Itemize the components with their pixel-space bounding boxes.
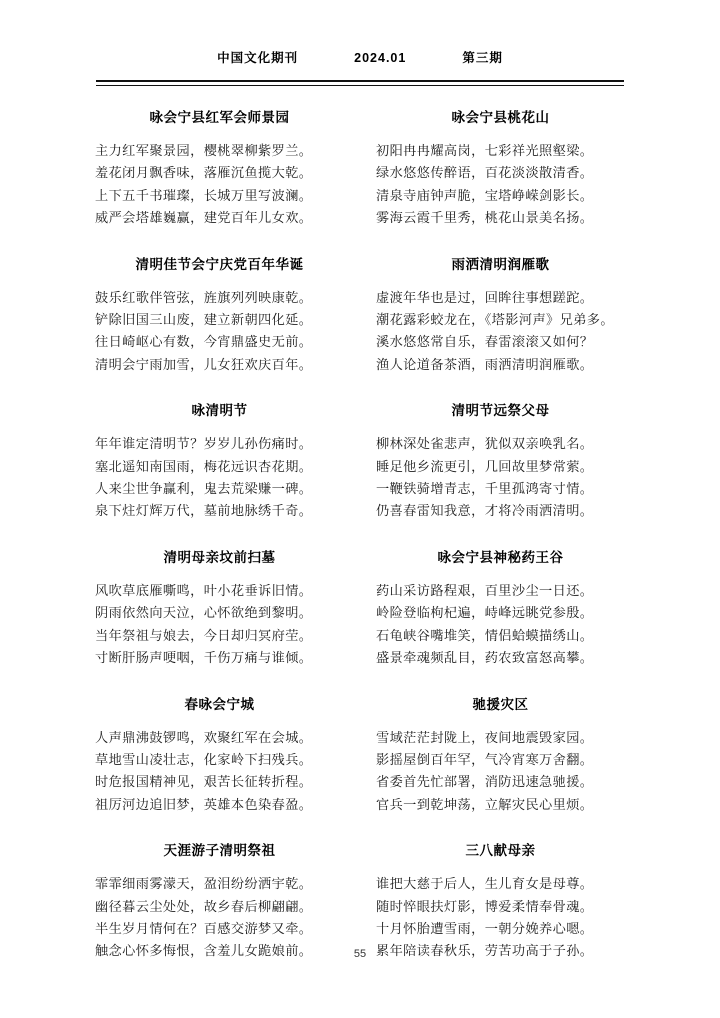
poem-line: 触念心怀多悔恨，含羞儿女跪娘前。	[95, 943, 313, 959]
poem-line: 雪域茫茫封陇上，夜间地震毁家园。	[376, 729, 594, 745]
poem-block-10	[376, 693, 625, 817]
poem-line: 往日崎岖心有数，今宵鼎盛史无前。	[95, 334, 313, 350]
poem-title: 雨洒清明润雁歌	[451, 256, 550, 272]
header-divider-rule	[96, 80, 624, 86]
poem-title: 驰援灾区	[472, 696, 529, 712]
poem-title: 咏清明节	[191, 403, 248, 419]
poem-line: 铲除旧国三山废，建立新朝四化延。	[95, 312, 313, 328]
poem-line: 清明会宁雨加雪，儿女狂欢庆百年。	[95, 356, 313, 372]
poem-line: 一鞭铁骑增青志，千里孤鸿寄寸情。	[376, 481, 594, 497]
poem-line: 当年祭祖与娘去，今日却归冥府茔。	[95, 627, 313, 643]
poem-title: 咏会宁县神秘药王谷	[437, 549, 564, 565]
poem-grid	[95, 106, 625, 963]
poem-block-5	[95, 399, 344, 523]
poem-line: 羞花闭月飘香味，落雁沉鱼揽大乾。	[95, 165, 313, 181]
poem-line: 祖厉河边追旧梦，英雄本色染春盈。	[95, 796, 313, 812]
poem-line: 岭险登临枸杞遍，峙峰远眺党参殷。	[376, 605, 594, 621]
poem-line: 绿水悠悠传醉语，百花淡淡散清香。	[376, 165, 594, 181]
poem-block-8	[376, 546, 625, 670]
poem-block-11	[95, 839, 344, 963]
poem-title: 清明佳节会宁庆党百年华诞	[135, 256, 304, 272]
poem-line: 影摇屋倒百年罕，气冷宵寒万舍翻。	[376, 751, 594, 767]
poem-line: 柳林深处雀悲声，犹似双亲唤乳名。	[376, 436, 594, 452]
poem-block-3	[95, 253, 344, 377]
poem-line: 雾海云霞千里秀，桃花山景美名扬。	[376, 210, 594, 226]
poem-line: 随时悴眼扶灯影，博爱柔情奉骨魂。	[376, 898, 594, 914]
poem-line: 谁把大慈于后人，生儿育女是母尊。	[376, 876, 594, 892]
poem-line: 威严会塔雄巍赢，建党百年儿女欢。	[95, 210, 313, 226]
poem-title: 清明节远祭父母	[451, 403, 550, 419]
poem-line: 草地雪山凌壮志，化家岭下扫残兵。	[95, 751, 313, 767]
poem-line: 人声鼎沸鼓锣鸣，欢聚红军在会城。	[95, 729, 313, 745]
poem-line: 幽径暮云尘处处，故乡春后柳翩翩。	[95, 898, 313, 914]
poem-line: 石龟峡谷嘴堆笑，情侣蛤蟆描绣山。	[376, 627, 594, 643]
poem-line: 溪水悠悠常自乐，春雷滚滚又如何？	[376, 334, 594, 350]
poem-block-4	[376, 253, 625, 377]
poem-line: 虚渡年华也是过，回眸往事想蹉跎。	[376, 289, 594, 305]
poem-title: 天涯游子清明祭祖	[163, 843, 276, 859]
poem-line: 霏霏细雨雾濛天，盈泪纷纷洒宇乾。	[95, 876, 313, 892]
poem-line: 时危报国精神见，艰苦长征转折程。	[95, 774, 313, 790]
poem-line: 年年谁定清明节？岁岁儿孙伤痛时。	[95, 436, 313, 452]
poem-line: 半生岁月情何在？百感交游梦又牵。	[95, 920, 313, 936]
poem-title: 春咏会宁城	[184, 696, 255, 712]
poem-line: 寸断肝肠声哽咽，千伤万痛与谁倾。	[95, 650, 313, 666]
poem-line: 鼓乐红歌伴管弦，旌旗列列映康乾。	[95, 289, 313, 305]
poem-line: 上下五千书璀璨，长城万里写波澜。	[95, 187, 313, 203]
poem-line: 主力红军聚景园，樱桃翠柳紫罗兰。	[95, 143, 313, 158]
poem-title: 咏会宁县桃花山	[451, 110, 550, 125]
poem-line: 阴雨依然向天泣，心怀欲绝到黎明。	[95, 605, 313, 621]
issue-number: 第三期	[462, 51, 503, 65]
poem-title: 清明母亲坟前扫墓	[163, 549, 276, 565]
poem-line: 睡足他乡流更引，几回故里梦常萦。	[376, 458, 594, 474]
page-header	[0, 0, 720, 66]
issue-date: 2024.01	[354, 51, 407, 65]
poem-line: 风吹草底雁嘶鸣，叶小花垂诉旧情。	[95, 582, 313, 598]
poem-block-2	[376, 106, 625, 230]
poem-line: 潮花露彩蛟龙在，《塔影河声》兄弟多。	[376, 312, 614, 328]
poem-line: 初阳冉冉耀高岗，七彩祥光照壑梁。	[376, 143, 594, 158]
poem-line: 十月怀胎遭雪雨，一朝分娩养心嗯。	[376, 920, 594, 936]
poem-line: 泉下炷灯辉万代，墓前地脉绣千奇。	[95, 503, 313, 519]
poem-line: 累年陪读春秋乐，劳苦功高于子孙。	[376, 943, 594, 959]
poem-line: 塞北遥知南国雨，梅花远识杏花期。	[95, 458, 313, 474]
poem-line: 人来尘世争赢利，鬼去荒梁赚一碑。	[95, 481, 313, 497]
poem-block-12	[376, 839, 625, 963]
poem-block-7	[95, 546, 344, 670]
journal-name: 中国文化期刊	[217, 51, 299, 65]
poem-line: 盛景牵魂频乱目，药农致富怒高攀。	[376, 650, 594, 666]
poem-line: 渔人论道备茶酒，雨洒清明润雁歌。	[376, 356, 594, 372]
poem-line: 清泉寺庙钟声脆，宝塔峥嵘剑影长。	[376, 187, 594, 203]
poem-block-9	[95, 693, 344, 817]
poem-line: 药山采访路程艰，百里沙尘一日还。	[376, 582, 594, 598]
page-number: 55	[353, 948, 367, 960]
poem-line: 省委首先忙部署，消防迅速急驰援。	[376, 774, 594, 790]
poem-title: 咏会宁县红军会师景园	[149, 110, 290, 125]
poem-block-6	[376, 399, 625, 523]
poem-line: 官兵一到乾坤荡，立解灾民心里烦。	[376, 796, 594, 812]
poem-title: 三八献母亲	[465, 843, 536, 859]
poem-block-1	[95, 106, 344, 230]
poem-line: 仍喜春雷知我意，才将冷雨洒清明。	[376, 503, 594, 519]
